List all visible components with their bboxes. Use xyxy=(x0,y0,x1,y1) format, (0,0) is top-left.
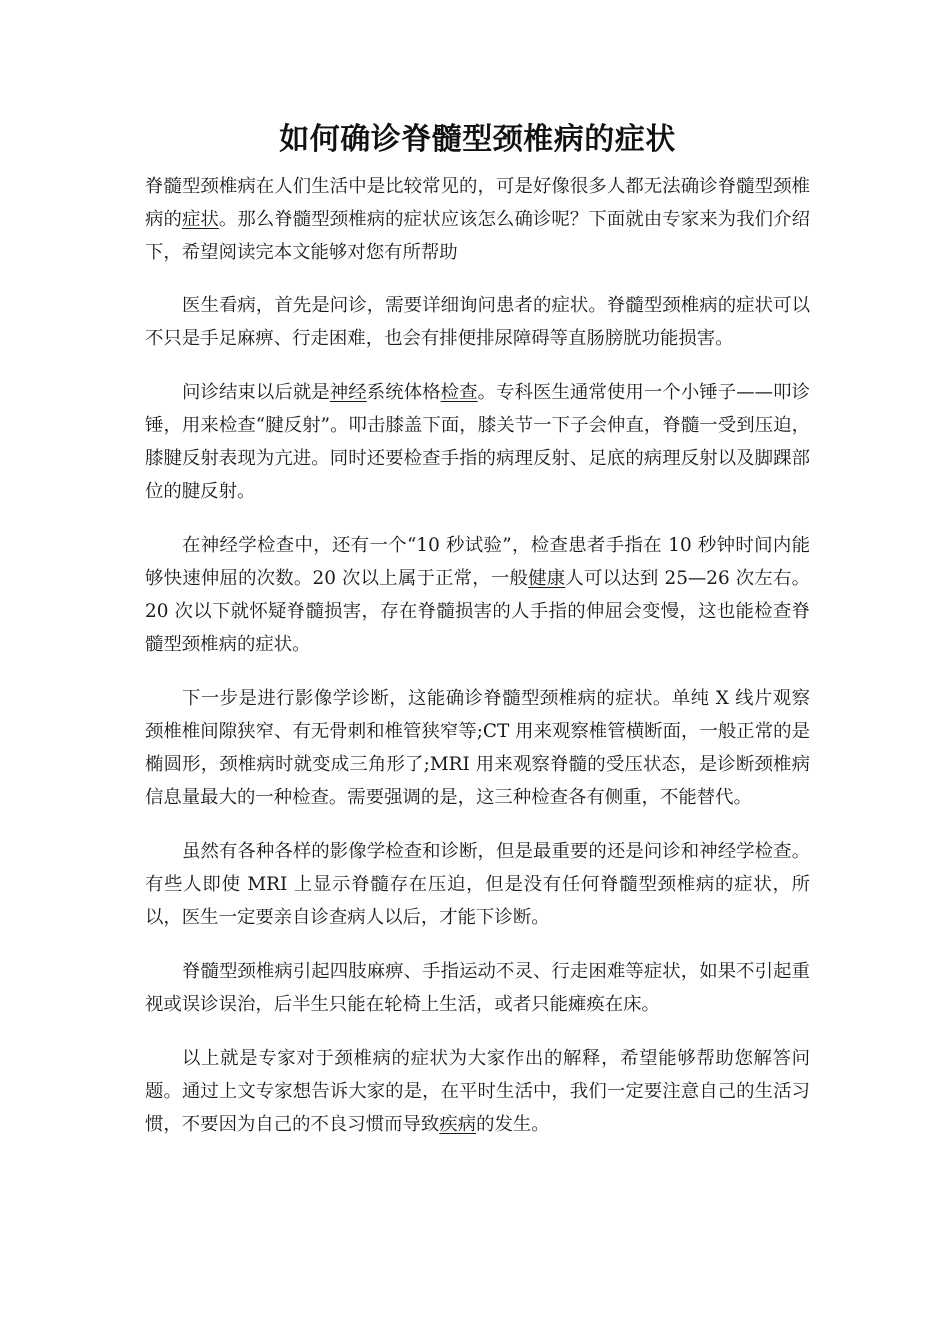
document-body xyxy=(145,170,810,1141)
paragraph xyxy=(145,1042,810,1141)
paragraph-text: 系统体格 xyxy=(366,382,441,403)
paragraph-text: 脊髓型颈椎病引起四肢麻痹、手指运动不灵、行走困难等症状，如果不引起重视或误诊误治，后半生只能在轮椅上生活，或者只能瘫痪在床。 xyxy=(145,961,810,1015)
document-page xyxy=(145,118,810,1162)
paragraph xyxy=(145,955,810,1021)
inline-link[interactable]: 症状 xyxy=(181,209,219,230)
paragraph xyxy=(145,289,810,355)
inline-link[interactable]: 疾病 xyxy=(439,1114,477,1135)
paragraph-text: 下一步是进行影像学诊断，这能确诊脊髓型颈椎病的症状。单纯 X 线片观察颈椎椎间隙狭窄、有无骨刺和椎管狭窄等;CT 用来观察椎管横断面，一般正常的是椭圆形，颈椎病时就变成三角形了;MRI 用来观察脊髓的受压状态，是诊断颈椎病信息量最大的一种检查。需要强调的是，这三种检查各有侧重，不能替代。 xyxy=(145,688,810,808)
document-title: 如何确诊脊髓型颈椎病的症状 xyxy=(279,122,676,157)
paragraph xyxy=(145,529,810,661)
paragraph xyxy=(145,376,810,508)
paragraph-text: 的发生。 xyxy=(476,1114,550,1135)
paragraph-text: 脊髓型颈椎病在人们生活中是比较常见的，可是好像很多人都无法确诊脊髓型颈椎病的 xyxy=(145,176,810,230)
paragraph-text: 以上就是专家对于颈椎病的症状为大家作出的解释，希望能够帮助您解答问题。通过上文专家想告诉大家的是，在平时生活中，我们一定要注意自己的生活习惯，不要因为自己的不良习惯而导致 xyxy=(145,1048,810,1135)
inline-link[interactable]: 健康 xyxy=(528,568,566,589)
paragraph xyxy=(145,682,810,814)
paragraph-text: 虽然有各种各样的影像学检查和诊断，但是最重要的还是问诊和神经学检查。有些人即使 MRI 上显示脊髓存在压迫，但是没有任何脊髓型颈椎病的症状，所以，医生一定要亲自诊查病人以后，才能下诊断。 xyxy=(145,841,810,928)
paragraph-text: 在神经学检查中，还有一个“10 秒试验”，检查患者手指在 10 秒钟时间内能够快速伸屈的次数。20 次以上属于正常，一般 xyxy=(145,535,810,589)
inline-link[interactable]: 检查 xyxy=(440,382,478,403)
paragraph xyxy=(145,835,810,934)
paragraph xyxy=(145,170,810,269)
paragraph-text: 。那么脊髓型颈椎病的症状应该怎么确诊呢？下面就由专家来为我们介绍下，希望阅读完本文能够对您有所帮助 xyxy=(145,209,810,263)
paragraph-text: 。专科医生通常使用一个小锤子——叩诊锤，用来检查“腱反射”。叩击膝盖下面，膝关节一下子会伸直，脊髓一受到压迫，膝腱反射表现为亢进。同时还要检查手指的病理反射、足底的病理反射以及脚踝部位的腱反射。 xyxy=(145,382,810,502)
paragraph-text: 医生看病，首先是问诊，需要详细询问患者的症状。脊髓型颈椎病的症状可以不只是手足麻痹、行走困难，也会有排便排尿障碍等直肠膀胱功能损害。 xyxy=(145,295,810,349)
inline-link[interactable]: 神经 xyxy=(329,382,367,403)
paragraph-text: 问诊结束以后就是 xyxy=(182,382,330,403)
paragraph-text: 人可以达到 25—26 次左右。20 次以下就怀疑脊髓损害，存在脊髓损害的人手指的伸屈会变慢，这也能检查脊髓型颈椎病的症状。 xyxy=(145,568,810,655)
